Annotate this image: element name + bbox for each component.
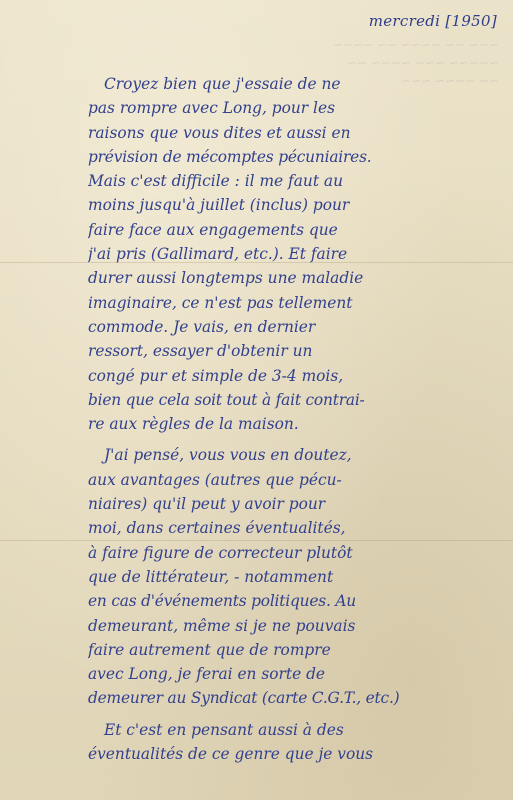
text-line: raisons que vous dites et aussi en <box>88 123 351 142</box>
text-line: Croyez bien que j'essaie de ne <box>104 75 341 93</box>
text-line: Et c'est en pensant aussi à des <box>104 720 344 739</box>
text-line: demeurer au Syndicat (carte C.G.T., etc.) <box>88 689 400 708</box>
letter-body <box>88 72 492 773</box>
text-line: faire face aux engagements que <box>88 220 338 239</box>
text-line: que de littérateur, - notamment <box>88 567 334 586</box>
text-line: prévision de mécomptes pécuniaires. <box>88 147 372 166</box>
paragraph-1 <box>88 72 492 436</box>
text-line: aux avantages (autres que pécu- <box>88 470 342 489</box>
text-line: j'ai pris (Gallimard, etc.). Et faire <box>88 245 348 264</box>
ink-bleed-through: ~~~ ~~ ~~~~ ~~ ~~~~ ~~~~~ ~~~ ~~~~ ~~ ~~ ~~~~ ~~~ <box>332 38 499 88</box>
text-line: demeurant, même si je ne pouvais <box>88 616 356 635</box>
text-line: bien que cela soit tout à fait contrai- <box>88 390 365 409</box>
paragraph-2 <box>88 443 492 710</box>
text-line: congé pur et simple de 3-4 mois, <box>88 366 344 385</box>
letter-date: mercredi [1950] <box>368 12 497 30</box>
text-line: pas rompre avec Long, pour les <box>88 99 335 118</box>
text-line: en cas d'événements politiques. Au <box>88 592 356 611</box>
text-line: imaginaire, ce n'est pas tellement <box>88 293 353 312</box>
text-line: éventualités de ce genre que je vous <box>88 745 374 764</box>
text-line: Mais c'est difficile : il me faut au <box>88 172 344 191</box>
text-line: durer aussi longtemps une maladie <box>88 269 364 288</box>
text-line: ressort, essayer d'obtenir un <box>88 342 313 361</box>
text-line: J'ai pensé, vous vous en doutez, <box>104 446 352 465</box>
text-line: moi, dans certaines éventualités, <box>88 519 346 538</box>
text-line: faire autrement que de rompre <box>88 640 331 659</box>
text-line: re aux règles de la maison. <box>88 415 299 434</box>
paragraph-3 <box>88 718 492 767</box>
text-line: moins jusqu'à juillet (inclus) pour <box>88 196 350 215</box>
text-line: à faire figure de correcteur plutôt <box>88 543 353 562</box>
text-line: niaires) qu'il peut y avoir pour <box>88 495 326 514</box>
text-line: avec Long, je ferai en sorte de <box>88 665 326 684</box>
text-line: commode. Je vais, en dernier <box>88 317 316 336</box>
